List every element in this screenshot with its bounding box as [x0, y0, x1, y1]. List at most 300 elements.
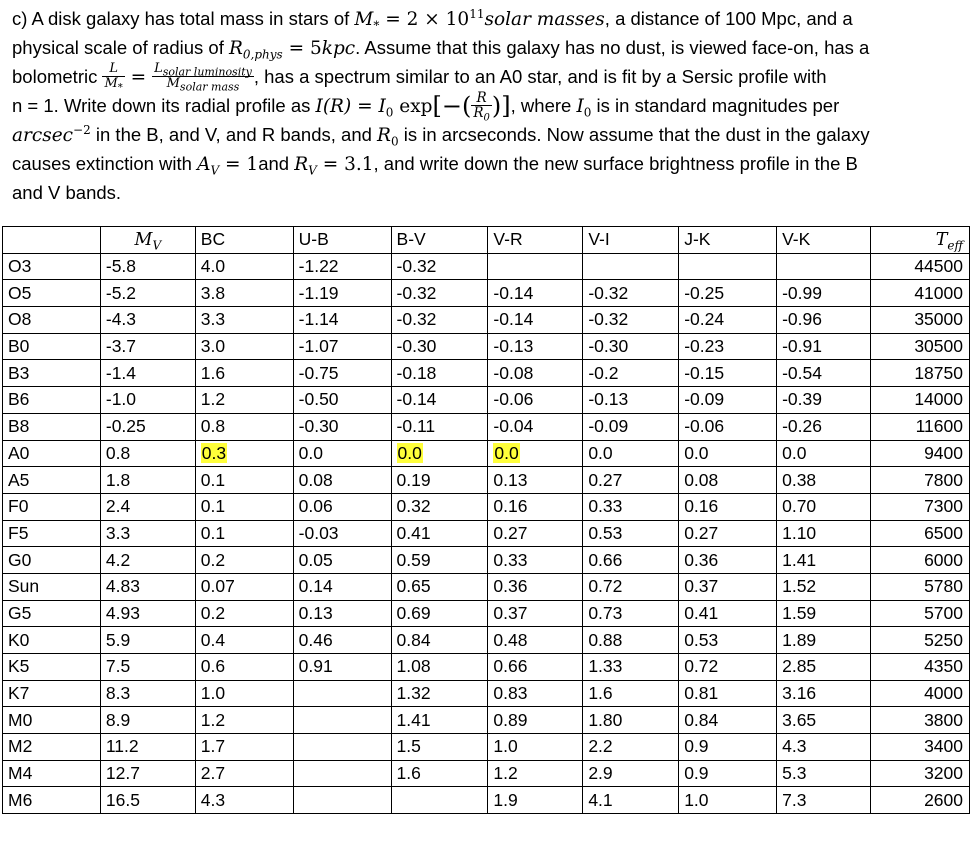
table-cell: [100, 627, 195, 654]
cell-value: 14000: [914, 389, 963, 410]
table-cell: [195, 493, 293, 520]
table-row: [3, 280, 970, 307]
table-cell: [871, 760, 970, 787]
table-cell: [777, 493, 871, 520]
cell-value: -0.14: [493, 282, 534, 303]
table-cell: [679, 467, 777, 494]
problem-line-1: [12, 4, 962, 33]
table-cell: [583, 360, 679, 387]
cell-value: 0.9: [684, 763, 709, 784]
cell-value: 0.1: [200, 496, 226, 517]
cell-value: 8.3: [105, 683, 131, 704]
cell-value: -0.09: [684, 389, 725, 410]
table-cell: [391, 787, 488, 814]
table-cell: [583, 253, 679, 280]
table-cell: [391, 467, 488, 494]
table-cell: [488, 413, 583, 440]
table-cell: [871, 707, 970, 734]
table-cell: [100, 307, 195, 334]
table-cell: [100, 253, 195, 280]
table-cell: [777, 440, 871, 467]
text: , has a spectrum similar to an A0 star, and is fit by a Sersic profile with: [253, 66, 827, 87]
math-rv: R: [294, 154, 309, 175]
cell-value: G5: [8, 602, 32, 623]
table-row: [3, 707, 970, 734]
cell-value: 0.66: [588, 549, 623, 570]
text: , and write down the new surface brightness profile in the B: [373, 153, 858, 174]
math-r0: R: [377, 125, 391, 146]
header-cell: V-K: [777, 227, 871, 254]
cell-value: -0.50: [298, 389, 339, 410]
cell-value: 0.72: [588, 576, 623, 597]
spectral-type-cell: [3, 734, 101, 761]
table-row: [3, 600, 970, 627]
spectral-type-cell: [3, 280, 101, 307]
table-cell: [777, 707, 871, 734]
table-cell: [293, 627, 391, 654]
cell-value: 3400: [924, 736, 963, 757]
fraction-denominator: $M_{solar mass}$: [166, 75, 240, 94]
table-row: [3, 547, 970, 574]
table-cell: [293, 493, 391, 520]
cell-value: -0.13: [588, 389, 629, 410]
table-cell: [195, 760, 293, 787]
bracket-open: [−(: [432, 92, 472, 120]
table-cell: [488, 573, 583, 600]
cell-value: 6500: [924, 522, 963, 543]
math-mass: M: [354, 9, 374, 30]
cell-value: 1.2: [200, 709, 226, 730]
text: physical scale of radius of: [12, 37, 229, 58]
cell-value: -0.32: [396, 256, 437, 277]
text: bolometric: [12, 66, 103, 87]
cell-value: 8.9: [105, 709, 131, 730]
cell-value: 3.8: [200, 282, 226, 303]
text: in the B, and V, and R bands, and: [90, 124, 378, 145]
spectral-type-cell: [3, 360, 101, 387]
table-cell: [293, 440, 391, 467]
cell-value: O8: [8, 309, 32, 330]
cell-value: 0.66: [493, 656, 528, 677]
table-cell: [195, 333, 293, 360]
cell-value: 0.84: [396, 629, 431, 650]
header-cell: U-B: [293, 227, 391, 254]
cell-value: -0.14: [493, 309, 534, 330]
cell-value: -0.75: [298, 362, 339, 383]
table-cell: [488, 280, 583, 307]
table-cell: [100, 387, 195, 414]
table-cell: [100, 360, 195, 387]
cell-value: 11.2: [105, 736, 139, 757]
spectral-type-cell: [3, 600, 101, 627]
table-cell: [391, 734, 488, 761]
spectral-type-cell: [3, 654, 101, 681]
table-cell: [293, 573, 391, 600]
table-row: [3, 760, 970, 787]
cell-value: 0.27: [684, 522, 719, 543]
table-cell: [195, 654, 293, 681]
math-sub: 0: [390, 134, 399, 149]
cell-value: -0.32: [588, 309, 629, 330]
table-cell: [679, 787, 777, 814]
table-cell: [679, 734, 777, 761]
table-cell: [195, 627, 293, 654]
math-r: R: [228, 38, 243, 59]
table-cell: [391, 333, 488, 360]
fraction-denominator: $M_*$: [104, 75, 123, 94]
table-cell: [195, 360, 293, 387]
table-cell: [583, 413, 679, 440]
table-cell: [777, 760, 871, 787]
cell-value: 3.0: [200, 336, 226, 357]
cell-value: 16.5: [105, 789, 140, 810]
table-cell: [100, 707, 195, 734]
cell-value: 0.1: [200, 469, 226, 490]
cell-value: 0.0: [782, 442, 807, 463]
spectral-type-cell: [3, 760, 101, 787]
table-cell: [195, 280, 293, 307]
table-cell: [293, 307, 391, 334]
cell-value: B8: [8, 416, 30, 437]
cell-value: 0.16: [493, 496, 528, 517]
table-cell: [391, 360, 488, 387]
table-cell: [488, 360, 583, 387]
cell-value: 0.0: [397, 442, 422, 463]
problem-statement: [12, 4, 962, 207]
math-sub: V: [308, 163, 317, 178]
math-arcsec: arcsec: [12, 125, 74, 146]
table-cell: [777, 787, 871, 814]
cell-value: 0.8: [105, 442, 131, 463]
cell-value: 4.3: [200, 789, 226, 810]
header-teff-label: $T_{eff}$: [935, 229, 963, 253]
table-cell: [391, 440, 488, 467]
cell-value: 4350: [924, 656, 963, 677]
table-cell: [777, 680, 871, 707]
table-cell: [100, 760, 195, 787]
table-cell: [777, 280, 871, 307]
table-cell: [777, 360, 871, 387]
cell-value: -0.25: [105, 416, 146, 437]
cell-value: 0.07: [200, 576, 235, 597]
table-cell: [488, 493, 583, 520]
cell-value: 1.41: [782, 549, 817, 570]
table-cell: [583, 680, 679, 707]
table-cell: [583, 440, 679, 467]
cell-value: K5: [8, 656, 30, 677]
table-cell: [777, 573, 871, 600]
table-cell: [488, 627, 583, 654]
cell-value: 0.32: [396, 496, 431, 517]
math-av: A: [197, 154, 211, 175]
table-cell: [871, 467, 970, 494]
table-cell: [488, 787, 583, 814]
cell-value: 0.0: [588, 442, 613, 463]
cell-value: A5: [8, 469, 30, 490]
problem-line-2: [12, 33, 962, 62]
table-cell: [871, 573, 970, 600]
table-cell: [777, 413, 871, 440]
table-cell: [679, 573, 777, 600]
cell-value: 4.3: [782, 736, 807, 757]
cell-value: 0.8: [200, 416, 226, 437]
table-cell: [488, 707, 583, 734]
cell-value: -0.30: [298, 416, 339, 437]
table-cell: [488, 600, 583, 627]
table-cell: [777, 627, 871, 654]
cell-value: 5700: [924, 602, 963, 623]
text: n = 1. Write down its radial profile as: [12, 95, 316, 116]
cell-value: 0.38: [782, 469, 817, 490]
table-cell: [391, 547, 488, 574]
cell-value: -0.25: [684, 282, 725, 303]
table-cell: [100, 600, 195, 627]
cell-value: 0.70: [782, 496, 817, 517]
cell-value: 0.6: [200, 656, 226, 677]
cell-value: 6000: [924, 549, 963, 570]
table-cell: [583, 734, 679, 761]
cell-value: 0.13: [493, 469, 528, 490]
table-cell: [293, 547, 391, 574]
table-row: [3, 333, 970, 360]
cell-value: M4: [8, 763, 33, 784]
cell-value: 0.33: [493, 549, 528, 570]
table-cell: [100, 547, 195, 574]
cell-value: -0.54: [782, 362, 822, 383]
header-cell-mv: [100, 227, 195, 254]
text: and: [258, 153, 295, 174]
spectral-type-cell: [3, 493, 101, 520]
spectral-type-cell: [3, 573, 101, 600]
cell-value: 1.10: [782, 522, 817, 543]
spectral-type-cell: [3, 413, 101, 440]
table-cell: [195, 413, 293, 440]
table-cell: [871, 654, 970, 681]
cell-value: B3: [8, 362, 30, 383]
math-exp-fn: exp: [393, 96, 433, 117]
problem-line-3: [12, 60, 962, 94]
table-cell: [391, 387, 488, 414]
cell-value: 0.06: [298, 496, 333, 517]
cell-value: 7300: [924, 496, 963, 517]
table-cell: [583, 280, 679, 307]
cell-value: 0.3: [201, 442, 227, 463]
table-cell: [100, 440, 195, 467]
table-cell: [391, 654, 488, 681]
cell-value: -0.26: [782, 416, 822, 437]
cell-value: -0.04: [493, 416, 534, 437]
spectral-type-cell: [3, 787, 101, 814]
cell-value: 0.2: [200, 602, 226, 623]
cell-value: 5250: [924, 629, 963, 650]
cell-value: 0.37: [684, 576, 719, 597]
table-cell: [293, 280, 391, 307]
math-sub: 0: [385, 105, 394, 120]
table-cell: [777, 253, 871, 280]
cell-value: K7: [8, 683, 30, 704]
table-cell: [777, 467, 871, 494]
table-row: [3, 387, 970, 414]
table-row: [3, 654, 970, 681]
math-unit: solar masses: [484, 9, 605, 30]
cell-value: -0.24: [684, 309, 725, 330]
table-cell: [583, 787, 679, 814]
table-cell: [777, 387, 871, 414]
math-eq: = 2 × 10: [379, 9, 470, 30]
text: is in standard magnitudes per: [591, 95, 840, 116]
table-cell: [195, 600, 293, 627]
cell-value: O5: [8, 282, 32, 303]
cell-value: 0.41: [396, 522, 431, 543]
cell-value: 0.69: [396, 602, 431, 623]
cell-value: -0.23: [684, 336, 725, 357]
table-cell: [583, 627, 679, 654]
cell-value: -0.32: [396, 282, 437, 303]
cell-value: 0.0: [298, 442, 323, 463]
cell-value: 0.19: [396, 469, 431, 490]
text: . Assume that this galaxy has no dust, is viewed face-on, has a: [355, 37, 870, 58]
cell-value: G0: [8, 549, 32, 570]
table-body: [3, 253, 970, 813]
problem-line-7: [12, 178, 962, 207]
cell-value: -1.07: [298, 336, 339, 357]
table-cell: [488, 520, 583, 547]
table-cell: [100, 654, 195, 681]
table-cell: [679, 600, 777, 627]
header-cell: J-K: [679, 227, 777, 254]
table-row: [3, 787, 970, 814]
cell-value: 9400: [924, 442, 963, 463]
cell-value: -0.91: [782, 336, 822, 357]
cell-value: 0.36: [493, 576, 528, 597]
table-cell: [391, 627, 488, 654]
cell-value: 1.2: [493, 763, 518, 784]
table-cell: [391, 280, 488, 307]
cell-value: 0.53: [588, 522, 623, 543]
table-cell: [195, 787, 293, 814]
cell-value: 1.0: [684, 789, 709, 810]
table-cell: [391, 413, 488, 440]
cell-value: F0: [8, 496, 29, 517]
cell-value: -0.39: [782, 389, 822, 410]
cell-value: 1.32: [396, 683, 431, 704]
table-header-row: [3, 227, 970, 254]
fraction-l-over-m: [102, 60, 124, 94]
text: causes extinction with: [12, 153, 198, 174]
table-cell: [871, 333, 970, 360]
fraction-denominator: $R_0$: [473, 104, 490, 124]
cell-value: 1.9: [493, 789, 518, 810]
table-cell: [871, 547, 970, 574]
table-cell: [488, 467, 583, 494]
table-cell: [871, 440, 970, 467]
table-row: [3, 680, 970, 707]
table-cell: [293, 600, 391, 627]
table-cell: [871, 734, 970, 761]
cell-value: 1.52: [782, 576, 817, 597]
cell-value: M2: [8, 736, 33, 757]
header-cell: V-I: [583, 227, 679, 254]
table-cell: [488, 547, 583, 574]
cell-value: 0.13: [298, 602, 333, 623]
table-cell: [488, 654, 583, 681]
table-row: [3, 413, 970, 440]
bracket-close: )]: [491, 92, 511, 120]
cell-value: 0.0: [684, 442, 709, 463]
table-cell: [391, 520, 488, 547]
table-cell: [488, 760, 583, 787]
spectral-type-cell: [3, 333, 101, 360]
header-cell: B-V: [391, 227, 488, 254]
cell-value: -1.0: [105, 389, 137, 410]
cell-value: 1.6: [200, 362, 226, 383]
text: c) A disk galaxy has total mass in stars of: [12, 8, 355, 29]
cell-value: 1.2: [200, 389, 226, 410]
math-eq: = 1: [219, 154, 259, 175]
cell-value: 4000: [924, 683, 963, 704]
cell-value: -0.11: [396, 416, 436, 437]
table-cell: [391, 493, 488, 520]
table-cell: [195, 440, 293, 467]
table-cell: [777, 654, 871, 681]
table-cell: [583, 333, 679, 360]
cell-value: 1.6: [588, 683, 613, 704]
problem-line-5: [12, 120, 962, 149]
cell-value: -0.09: [588, 416, 629, 437]
table-cell: [100, 493, 195, 520]
cell-value: 0.2: [200, 549, 226, 570]
cell-value: 3800: [924, 709, 963, 730]
table-cell: [679, 333, 777, 360]
cell-value: 4.0: [200, 256, 226, 277]
text: , a distance of 100 Mpc, and a: [604, 8, 853, 29]
table-cell: [777, 734, 871, 761]
cell-value: -5.2: [105, 282, 137, 303]
cell-value: 0.83: [493, 683, 528, 704]
table-cell: [583, 387, 679, 414]
cell-value: 1.0: [200, 683, 226, 704]
cell-value: 1.0: [493, 736, 518, 757]
table-cell: [391, 600, 488, 627]
cell-value: K0: [8, 629, 30, 650]
table-cell: [293, 760, 391, 787]
cell-value: 7800: [924, 469, 963, 490]
table-cell: [100, 413, 195, 440]
spectral-type-cell: [3, 627, 101, 654]
cell-value: 0.33: [588, 496, 623, 517]
math-sub: 0: [583, 105, 592, 120]
table-cell: [871, 493, 970, 520]
table-cell: [391, 307, 488, 334]
cell-value: 4.93: [105, 602, 140, 623]
cell-value: -0.06: [684, 416, 725, 437]
fraction-r-over-r0: [471, 89, 492, 124]
spectral-type-cell: [3, 387, 101, 414]
table-cell: [679, 680, 777, 707]
table-cell: [100, 333, 195, 360]
math-sub: V: [210, 163, 220, 178]
cell-value: -0.13: [493, 336, 534, 357]
table-cell: [679, 413, 777, 440]
cell-value: 0.36: [684, 549, 719, 570]
cell-value: 11600: [915, 416, 963, 437]
math-exp: −2: [73, 122, 91, 137]
cell-value: 0.37: [493, 602, 528, 623]
spectral-type-cell: [3, 253, 101, 280]
table-cell: [679, 520, 777, 547]
table-cell: [583, 573, 679, 600]
cell-value: 35000: [914, 309, 963, 330]
